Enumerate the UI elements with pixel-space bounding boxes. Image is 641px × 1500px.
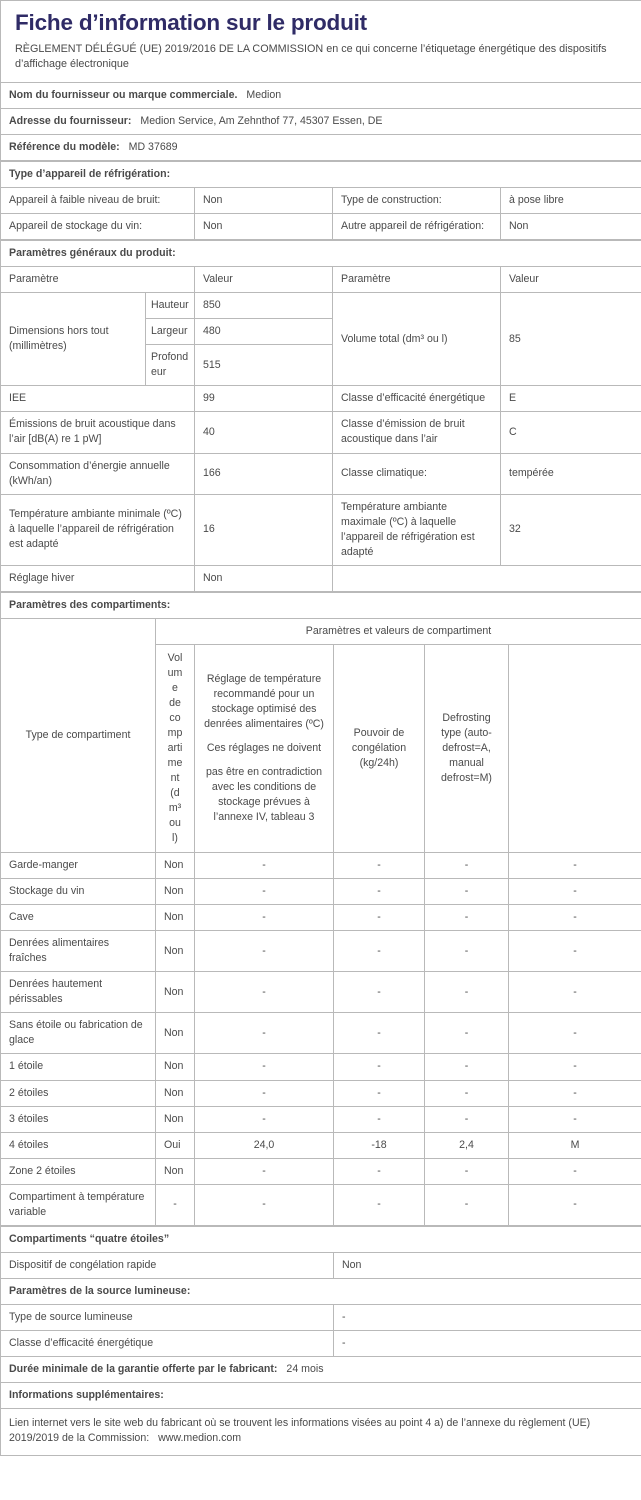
general-parameters-column-headers xyxy=(1,267,641,293)
compartment-freezing: - xyxy=(425,1013,509,1054)
col-header-recommended-temperature-note: Ces réglages ne doivent xyxy=(206,741,322,754)
supplier-address-cell xyxy=(1,109,641,135)
max-ambient-temp-label: Température ambiante maximale (ºC) à laquelle l’appareil de réfrigération est adapté xyxy=(333,494,501,565)
supplier-address-row xyxy=(1,109,641,135)
supplier-address-label: Adresse du fournisseur: xyxy=(9,115,132,128)
compartment-defrost: - xyxy=(509,1013,641,1054)
noise-class-value: C xyxy=(501,412,641,453)
dimension-name-height: Hauteur xyxy=(146,293,195,319)
compartment-temperature: - xyxy=(334,931,425,972)
noise-emission-value: 40 xyxy=(195,412,333,453)
compartment-defrost: - xyxy=(509,1080,641,1106)
compartment-temperature: - xyxy=(334,1184,425,1225)
compartment-type-label: Zone 2 étoiles xyxy=(1,1158,156,1184)
compartment-defrost: - xyxy=(509,1184,641,1225)
appliance-type-section-title: Type d’appareil de réfrigération: xyxy=(1,162,641,188)
compartment-volume: - xyxy=(195,931,334,972)
dimension-value-height: 850 xyxy=(195,293,333,319)
compartment-present: Non xyxy=(156,905,195,931)
compartment-temperature: - xyxy=(334,1054,425,1080)
col-header-parameter-right: Paramètre xyxy=(333,267,501,293)
warranty-row xyxy=(1,1356,641,1382)
compartment-defrost: - xyxy=(509,1158,641,1184)
four-star-section-title: Compartiments “quatre étoiles” xyxy=(1,1226,641,1252)
compartment-temperature: -18 xyxy=(334,1132,425,1158)
noise-emission-label: Émissions de bruit acoustique dans l’air [dB(A) re 1 pW] xyxy=(1,412,195,453)
col-header-recommended-temperature-note2: pas être en contradiction avec les conditions de stockage prévues à l’annexe IV, tableau 3 xyxy=(205,766,322,824)
light-source-type-label: Type de source lumineuse xyxy=(1,1304,334,1330)
header-block-table xyxy=(0,0,641,161)
dimension-value-depth: 515 xyxy=(195,345,333,386)
col-header-parameter-left: Paramètre xyxy=(1,267,195,293)
compartment-freezing: - xyxy=(425,905,509,931)
other-appliance-label: Autre appareil de réfrigération: xyxy=(333,214,501,240)
compartments-section-header xyxy=(1,592,641,618)
compartment-present: Non xyxy=(156,1013,195,1054)
light-source-class-value: - xyxy=(334,1330,641,1356)
compartment-volume: - xyxy=(195,879,334,905)
construction-type-value: à pose libre xyxy=(501,188,641,214)
fast-freeze-label: Dispositif de congélation rapide xyxy=(1,1252,334,1278)
col-header-recommended-temperature xyxy=(195,644,334,852)
compartment-present: Non xyxy=(156,1080,195,1106)
energy-class-label: Classe d’efficacité énergétique xyxy=(333,386,501,412)
table-row xyxy=(1,1158,641,1184)
compartment-temperature: - xyxy=(334,1080,425,1106)
wine-storage-label: Appareil de stockage du vin: xyxy=(1,214,195,240)
table-row xyxy=(1,1106,641,1132)
compartment-freezing: - xyxy=(425,1158,509,1184)
compartment-volume: - xyxy=(195,1184,334,1225)
compartment-temperature: - xyxy=(334,853,425,879)
compartment-temperature: - xyxy=(334,1158,425,1184)
warranty-value: 24 mois xyxy=(286,1362,324,1375)
table-row xyxy=(1,879,641,905)
max-ambient-temp-value: 32 xyxy=(501,494,641,565)
compartment-defrost: - xyxy=(509,972,641,1013)
winter-setting-empty xyxy=(333,565,641,591)
dimensions-label: Dimensions hors tout (millimètres) xyxy=(1,293,146,386)
winter-setting-label: Réglage hiver xyxy=(1,565,195,591)
warranty-label: Durée minimale de la garantie offerte par le fabricant: xyxy=(9,1362,278,1375)
climate-class-label: Classe climatique: xyxy=(333,453,501,494)
col-header-defrosting-type: Defrosting type (auto-defrost=A, manual defrost=M) xyxy=(425,644,509,852)
climate-class-value: tempérée xyxy=(501,453,641,494)
supplier-name-cell xyxy=(1,83,641,109)
table-row xyxy=(1,1013,641,1054)
compartment-freezing: - xyxy=(425,1054,509,1080)
general-parameters-section-title: Paramètres généraux du produit: xyxy=(1,241,641,267)
compartment-defrost: - xyxy=(509,931,641,972)
appliance-type-table xyxy=(0,161,641,240)
compartment-present: Non xyxy=(156,1158,195,1184)
compartment-type-label: Denrées alimentaires fraîches xyxy=(1,931,156,972)
table-row xyxy=(1,494,641,565)
compartment-present: - xyxy=(156,1184,195,1225)
compartment-type-label: 2 étoiles xyxy=(1,1080,156,1106)
wine-storage-value: Non xyxy=(195,214,333,240)
light-source-section-title: Paramètres de la source lumineuse: xyxy=(1,1278,641,1304)
compartment-volume: 24,0 xyxy=(195,1132,334,1158)
low-noise-label: Appareil à faible niveau de bruit: xyxy=(1,188,195,214)
compartment-type-label: Denrées hautement périssables xyxy=(1,972,156,1013)
model-reference-label: Référence du modèle: xyxy=(9,141,120,154)
compartment-volume: - xyxy=(195,972,334,1013)
compartment-freezing: - xyxy=(425,1184,509,1225)
compartment-volume: - xyxy=(195,1080,334,1106)
min-ambient-temp-value: 16 xyxy=(195,494,333,565)
compartment-type-label: Cave xyxy=(1,905,156,931)
annual-energy-value: 166 xyxy=(195,453,333,494)
compartment-type-label: 1 étoile xyxy=(1,1054,156,1080)
table-row xyxy=(1,1132,641,1158)
model-reference-cell xyxy=(1,135,641,161)
compartment-defrost: - xyxy=(509,853,641,879)
model-reference-value: MD 37689 xyxy=(128,141,178,154)
compartment-type-label: Sans étoile ou fabrication de glace xyxy=(1,1013,156,1054)
warranty-cell xyxy=(1,1356,641,1382)
fast-freeze-value: Non xyxy=(334,1252,641,1278)
compartment-type-label: 3 étoiles xyxy=(1,1106,156,1132)
appliance-type-section-header xyxy=(1,162,641,188)
eei-value: 99 xyxy=(195,386,333,412)
compartment-type-label: Stockage du vin xyxy=(1,879,156,905)
manufacturer-link-text: Lien internet vers le site web du fabricant où se trouvent les informations visées au point 4 a) de l’annexe du règlement (UE) 2019/2019 de la Commission: xyxy=(9,1416,591,1444)
table-row xyxy=(1,972,641,1013)
light-source-section-header xyxy=(1,1278,641,1304)
eei-label: IEE xyxy=(1,386,195,412)
page-subtitle: RÈGLEMENT DÉLÉGUÉ (UE) 2019/2016 DE LA COMMISSION en ce qui concerne l’étiquetage énergétique des dispositifs d’affichage électronique xyxy=(15,42,607,71)
light-source-type-value: - xyxy=(334,1304,641,1330)
compartment-volume: - xyxy=(195,905,334,931)
supplier-name-value: Medion xyxy=(246,89,282,102)
table-row xyxy=(1,1054,641,1080)
table-row xyxy=(1,905,641,931)
compartment-defrost: M xyxy=(509,1132,641,1158)
manufacturer-url[interactable]: www.medion.com xyxy=(158,1431,242,1444)
compartment-defrost: - xyxy=(509,879,641,905)
compartment-temperature: - xyxy=(334,1013,425,1054)
table-row xyxy=(1,453,641,494)
compartment-freezing: 2,4 xyxy=(425,1132,509,1158)
compartment-freezing: - xyxy=(425,972,509,1013)
compartment-volume: - xyxy=(195,1054,334,1080)
min-ambient-temp-label: Température ambiante minimale (ºC) à laquelle l’appareil de réfrigération est adapté xyxy=(1,494,195,565)
compartment-freezing: - xyxy=(425,1080,509,1106)
compartment-type-label: Compartiment à température variable xyxy=(1,1184,156,1225)
compartment-temperature: - xyxy=(334,879,425,905)
page-title: Fiche d’information sur le produit xyxy=(15,10,367,35)
col-header-compartment-volume: Volume de compartiment (dm³ ou l) xyxy=(156,644,195,852)
dimension-name-depth: Profondeur xyxy=(146,345,195,386)
table-row xyxy=(1,1080,641,1106)
col-group-header-compartment-params: Paramètres et valeurs de compartiment xyxy=(156,618,641,644)
light-source-type-row xyxy=(1,1304,641,1330)
compartment-volume: - xyxy=(195,1158,334,1184)
col-header-recommended-temperature-main: Réglage de température recommandé pour un stockage optimisé des denrées alimentaires (ºC) xyxy=(204,672,324,730)
compartment-freezing: - xyxy=(425,931,509,972)
compartment-type-label: 4 étoiles xyxy=(1,1132,156,1158)
compartment-present: Non xyxy=(156,853,195,879)
light-source-class-row xyxy=(1,1330,641,1356)
fast-freeze-row xyxy=(1,1252,641,1278)
additional-info-row xyxy=(1,1408,641,1455)
table-row xyxy=(1,853,641,879)
dimension-name-width: Largeur xyxy=(146,319,195,345)
table-row xyxy=(1,386,641,412)
light-source-class-label: Classe d’efficacité énergétique xyxy=(1,1330,334,1356)
dimensions-height-row xyxy=(1,293,641,319)
compartment-freezing: - xyxy=(425,1106,509,1132)
general-parameters-section-header xyxy=(1,241,641,267)
compartment-volume: - xyxy=(195,853,334,879)
total-volume-value: 85 xyxy=(501,293,641,386)
compartment-type-label: Garde-manger xyxy=(1,853,156,879)
compartment-defrost: - xyxy=(509,1106,641,1132)
manufacturer-link-cell xyxy=(1,1408,641,1455)
compartment-present: Non xyxy=(156,879,195,905)
model-reference-row xyxy=(1,135,641,161)
compartment-volume: - xyxy=(195,1013,334,1054)
compartment-present: Non xyxy=(156,972,195,1013)
compartment-temperature: - xyxy=(334,972,425,1013)
annual-energy-label: Consommation d’énergie annuelle (kWh/an) xyxy=(1,453,195,494)
table-row xyxy=(1,412,641,453)
table-row xyxy=(1,214,641,240)
energy-class-value: E xyxy=(501,386,641,412)
compartment-present: Non xyxy=(156,1054,195,1080)
compartment-present: Oui xyxy=(156,1132,195,1158)
additional-info-section-title: Informations supplémentaires: xyxy=(1,1382,641,1408)
compartment-freezing: - xyxy=(425,853,509,879)
winter-setting-value: Non xyxy=(195,565,333,591)
supplier-name-label: Nom du fournisseur ou marque commerciale. xyxy=(9,89,238,102)
four-star-table xyxy=(0,1226,641,1456)
winter-setting-row xyxy=(1,565,641,591)
col-header-value-left: Valeur xyxy=(195,267,333,293)
compartment-present: Non xyxy=(156,931,195,972)
compartment-freezing: - xyxy=(425,879,509,905)
compartment-temperature: - xyxy=(334,905,425,931)
compartment-defrost: - xyxy=(509,905,641,931)
table-row xyxy=(1,1184,641,1225)
compartments-table xyxy=(0,592,641,1226)
compartment-present: Non xyxy=(156,1106,195,1132)
col-header-value-right: Valeur xyxy=(501,267,641,293)
general-parameters-table xyxy=(0,240,641,592)
title-row xyxy=(1,1,641,83)
col-header-freezing-capacity: Pouvoir de congélation (kg/24h) xyxy=(334,644,425,852)
compartments-group-header-row xyxy=(1,618,641,644)
four-star-section-header xyxy=(1,1226,641,1252)
table-row xyxy=(1,188,641,214)
construction-type-label: Type de construction: xyxy=(333,188,501,214)
compartments-section-title: Paramètres des compartiments: xyxy=(1,592,641,618)
compartment-temperature: - xyxy=(334,1106,425,1132)
table-row xyxy=(1,931,641,972)
compartment-defrost: - xyxy=(509,1054,641,1080)
supplier-address-value: Medion Service, Am Zehnthof 77, 45307 Essen, DE xyxy=(140,115,383,128)
other-appliance-value: Non xyxy=(501,214,641,240)
noise-class-label: Classe d’émission de bruit acoustique dans l’air xyxy=(333,412,501,453)
low-noise-value: Non xyxy=(195,188,333,214)
compartment-volume: - xyxy=(195,1106,334,1132)
additional-info-section-header xyxy=(1,1382,641,1408)
total-volume-label: Volume total (dm³ ou l) xyxy=(333,293,501,386)
col-header-compartment-type: Type de compartiment xyxy=(1,618,156,852)
dimension-value-width: 480 xyxy=(195,319,333,345)
supplier-name-row xyxy=(1,83,641,109)
